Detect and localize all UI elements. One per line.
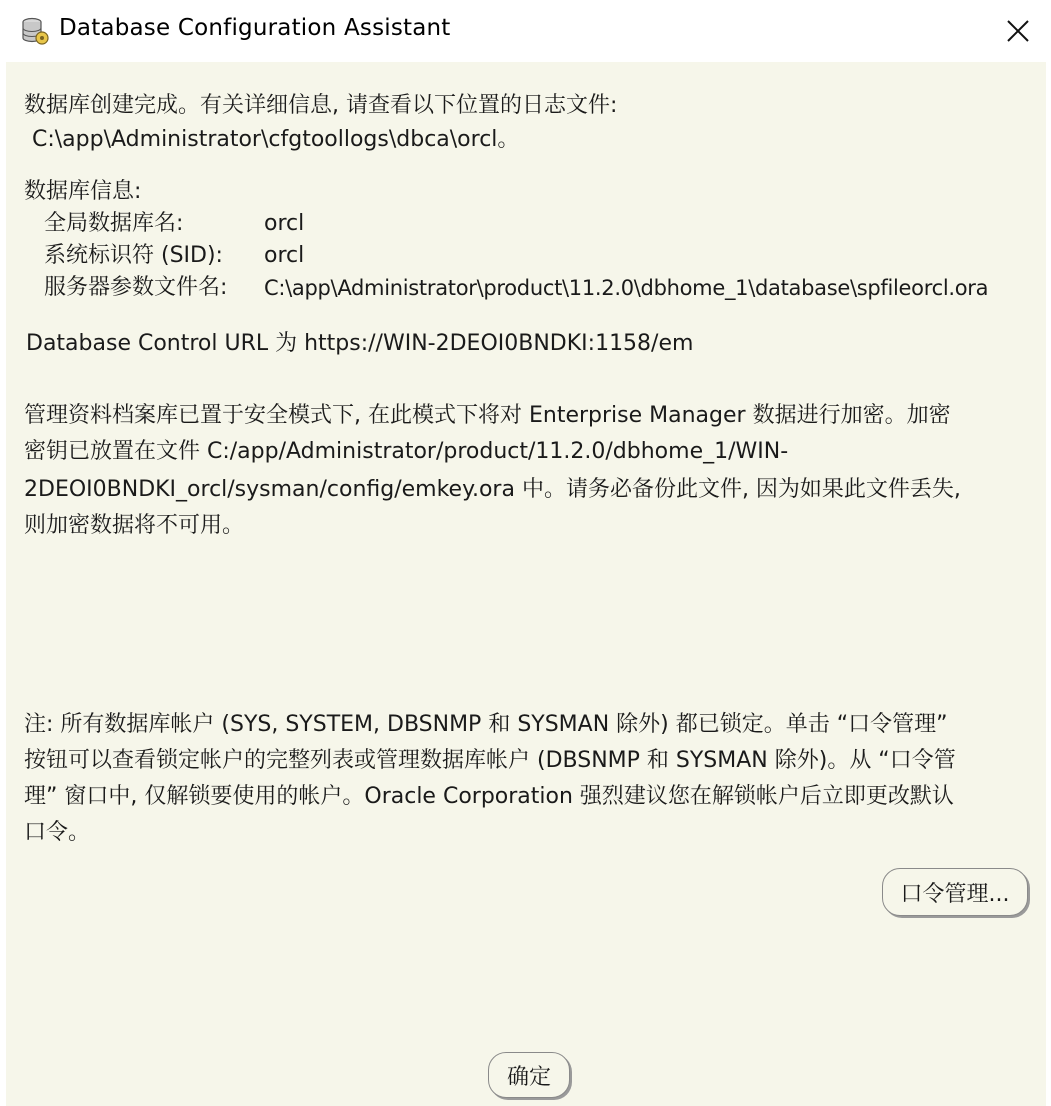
password-management-button[interactable]: 口令管理... bbox=[882, 868, 1028, 916]
creation-complete-message: 数据库创建完成。有关详细信息, 请查看以下位置的日志文件: bbox=[24, 93, 618, 118]
spfile-label: 服务器参数文件名: bbox=[44, 275, 228, 300]
note-line-4: 口令。 bbox=[24, 820, 91, 845]
note-line-1: 注: 所有数据库帐户 (SYS, SYSTEM, DBSNMP 和 SYSMAN 除外) 都已锁定。单击 “口令管理” bbox=[24, 712, 948, 737]
spfile-value: C:\app\Administrator\product\11.2.0\dbhome_1\database\spfileorcl.ora bbox=[264, 276, 989, 300]
title-bar bbox=[0, 0, 1051, 62]
note-line-3: 理” 窗口中, 仅解锁要使用的帐户。Oracle Corporation 强烈建议您在解锁帐户后立即更改默认 bbox=[24, 784, 954, 809]
database-app-icon bbox=[20, 16, 50, 46]
encryption-line-2: 密钥已放置在文件 C:/app/Administrator/product/11.2.0/dbhome_1/WIN- bbox=[24, 439, 789, 464]
ok-button[interactable]: 确定 bbox=[488, 1052, 570, 1098]
sid-value: orcl bbox=[264, 243, 305, 268]
db-info-heading: 数据库信息: bbox=[24, 179, 142, 204]
close-button[interactable] bbox=[992, 8, 1044, 54]
encryption-line-4: 则加密数据将不可用。 bbox=[24, 513, 245, 538]
dialog-content bbox=[6, 62, 1046, 1106]
global-db-name-value: orcl bbox=[264, 211, 305, 236]
window-title: Database Configuration Assistant bbox=[59, 15, 451, 41]
encryption-line-1: 管理资料档案库已置于安全模式下, 在此模式下将对 Enterprise Manager 数据进行加密。加密 bbox=[24, 403, 951, 428]
global-db-name-label: 全局数据库名: bbox=[44, 211, 184, 236]
close-icon bbox=[1006, 19, 1030, 43]
log-file-path: C:\app\Administrator\cfgtoollogs\dbca\orcl。 bbox=[32, 127, 520, 152]
database-control-url: Database Control URL 为 https://WIN-2DEOI0BNDKI:1158/em bbox=[26, 331, 694, 356]
note-line-2: 按钮可以查看锁定帐户的完整列表或管理数据库帐户 (DBSNMP 和 SYSMAN 除外)。从 “口令管 bbox=[24, 748, 956, 773]
encryption-line-3: 2DEOI0BNDKI_orcl/sysman/config/emkey.ora 中。请务必备份此文件, 因为如果此文件丢失, bbox=[24, 477, 961, 502]
sid-label: 系统标识符 (SID): bbox=[44, 243, 223, 268]
